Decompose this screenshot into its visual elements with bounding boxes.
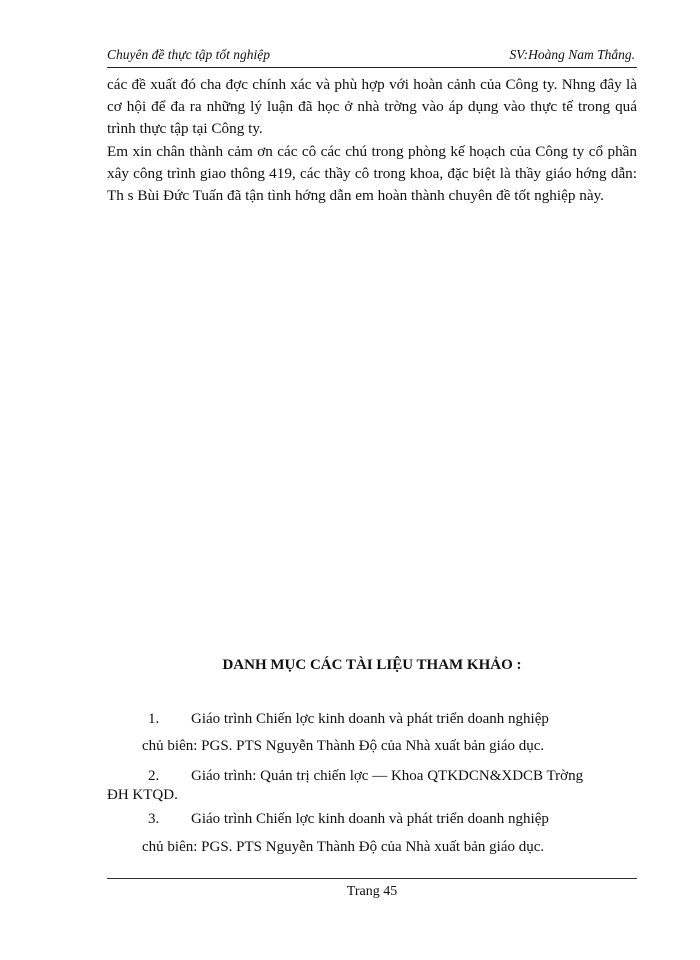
reference-number: 3.: [148, 811, 160, 827]
page-number: Trang 45: [346, 884, 398, 899]
reference-title: Giáo trình Chiến lợc kinh doanh và phát triển doanh nghiệp: [191, 811, 549, 827]
reference-continuation: chủ biên: PGS. PTS Nguyễn Thành Độ của Nhà xuất bản giáo dục.: [142, 738, 545, 754]
references-heading: DANH MỤC CÁC TÀI LIỆU THAM KHẢO :: [222, 657, 522, 673]
header-student-name: SV:Hoàng Nam Thắng.: [509, 47, 635, 62]
body-paragraph-1: các đề xuất đó cha đợc chính xác và phù hợp với hoàn cảnh của Công ty. Nhng đây là cơ hội để đa ra những lý luận đã học ở nhà trờng vào áp dụng vào thực tế trong quá trình thực tập tại Công ty.: [107, 76, 637, 138]
header-divider: [107, 67, 637, 68]
reference-item: [107, 768, 637, 808]
reference-item: [107, 711, 637, 761]
reference-number: 1.: [148, 711, 160, 727]
reference-number: 2.: [148, 768, 160, 784]
reference-continuation: ĐH KTQD.: [107, 787, 178, 803]
page-header: [107, 47, 637, 65]
footer-divider: [107, 878, 637, 879]
body-text: [107, 74, 637, 207]
header-document-title: Chuyên đề thực tập tốt nghiệp: [107, 47, 270, 62]
body-paragraph-2: Em xin chân thành cảm ơn các cô các chú trong phòng kế hoạch của Công ty cổ phần xây công trình giao thông 419, các thầy cô trong khoa, đặc biệt là thầy giáo hớng dẫn: Th s Bùi Đức Tuấn đã tận tình hớng dẫn em hoàn thành chuyên đề tốt nghiệp này.: [107, 142, 637, 205]
reference-title: Giáo trình Chiến lợc kinh doanh và phát triển doanh nghiệp: [191, 711, 549, 727]
reference-continuation: chủ biên: PGS. PTS Nguyễn Thành Độ của Nhà xuất bản giáo dục.: [142, 839, 545, 855]
reference-title: Giáo trình: Quản trị chiến lợc — Khoa QTKDCN&XDCB Trờng: [191, 768, 584, 784]
reference-item: [107, 811, 637, 861]
